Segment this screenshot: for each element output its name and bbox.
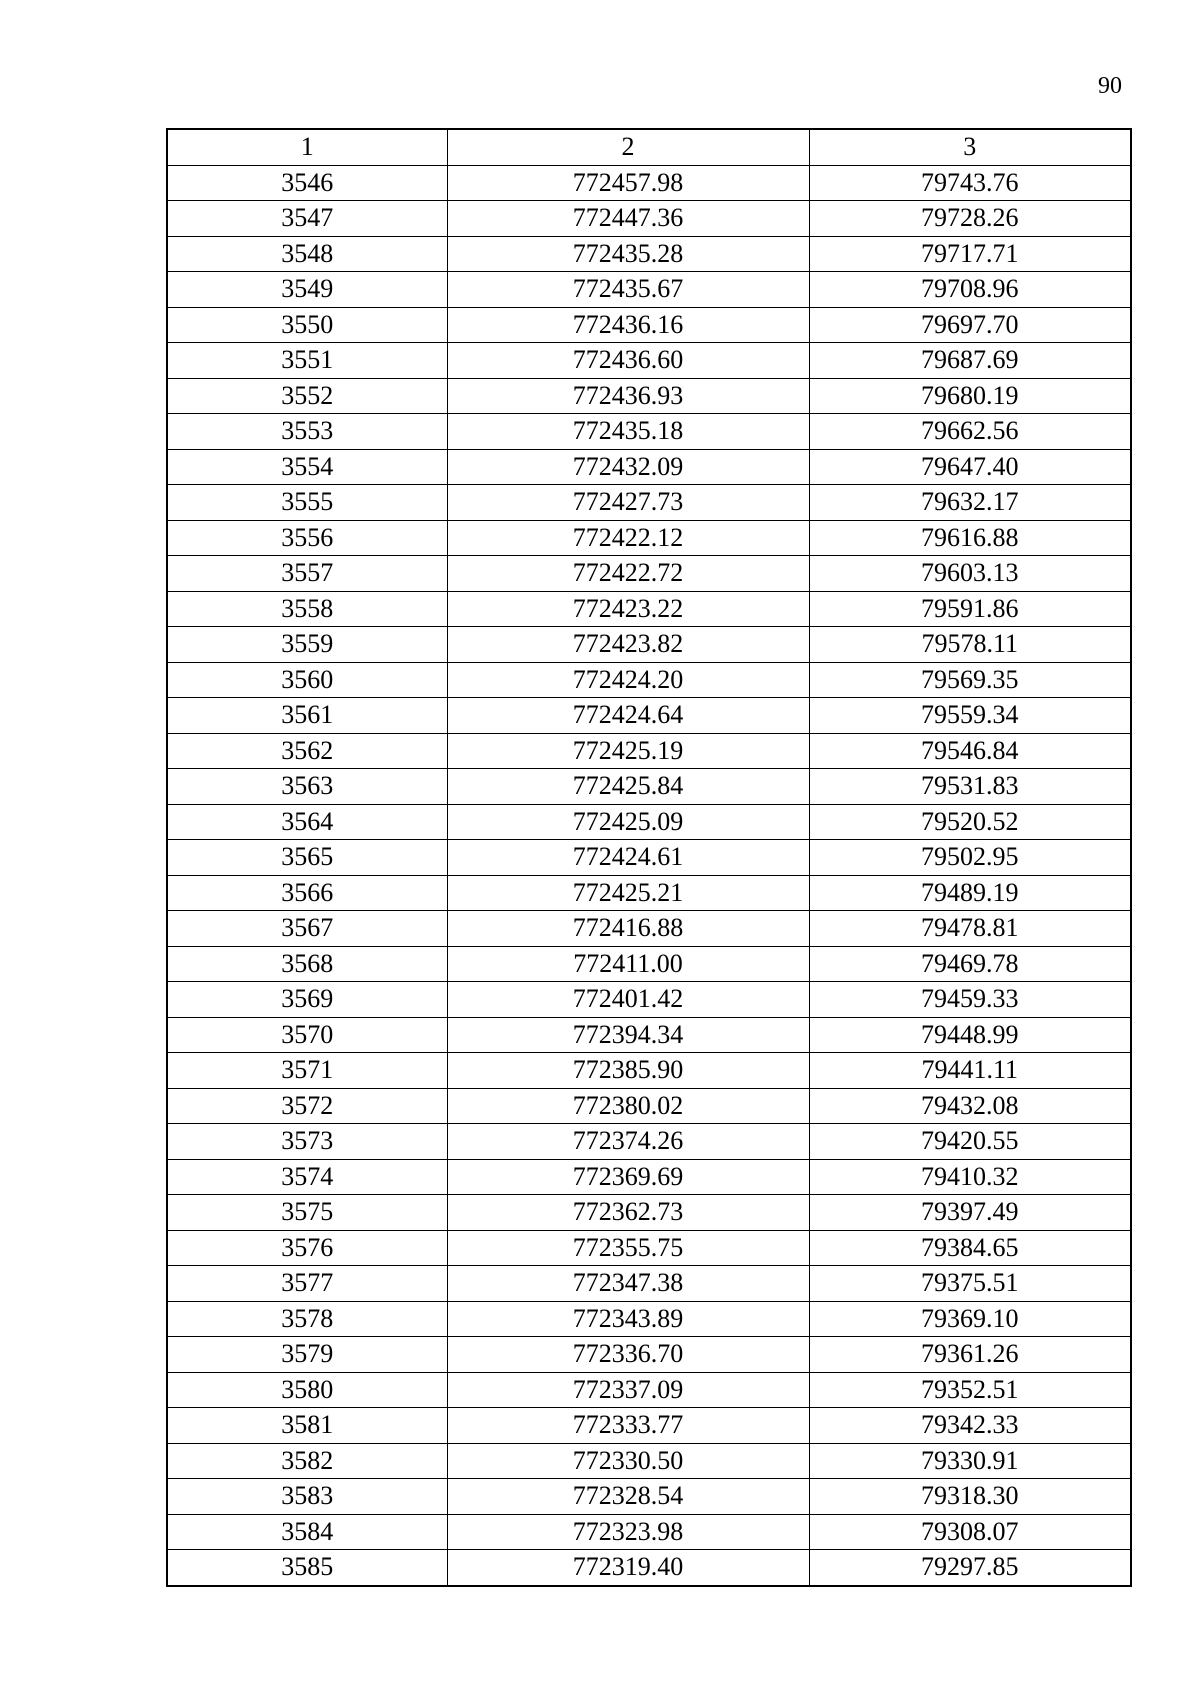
table-row xyxy=(167,485,1131,521)
table-cell-col-2: 772425.09 xyxy=(447,804,809,840)
table-row xyxy=(167,165,1131,201)
table-cell-col-2: 772425.84 xyxy=(447,769,809,805)
table-cell-col-1: 3548 xyxy=(167,236,447,272)
table-row xyxy=(167,272,1131,308)
table-row xyxy=(167,982,1131,1018)
table-cell-col-2: 772355.75 xyxy=(447,1230,809,1266)
table-cell-col-2: 772427.73 xyxy=(447,485,809,521)
table-cell-col-3: 79469.78 xyxy=(809,946,1131,982)
table-row xyxy=(167,946,1131,982)
table-cell-col-3: 79687.69 xyxy=(809,343,1131,379)
column-header-3: 3 xyxy=(809,129,1131,165)
table-cell-col-1: 3550 xyxy=(167,307,447,343)
table-row xyxy=(167,1017,1131,1053)
table-cell-col-2: 772447.36 xyxy=(447,201,809,237)
table-cell-col-1: 3564 xyxy=(167,804,447,840)
table-cell-col-1: 3554 xyxy=(167,449,447,485)
table-row xyxy=(167,698,1131,734)
column-header-1: 1 xyxy=(167,129,447,165)
table-row xyxy=(167,1443,1131,1479)
table-cell-col-1: 3574 xyxy=(167,1159,447,1195)
table-cell-col-3: 79578.11 xyxy=(809,627,1131,663)
table-cell-col-1: 3572 xyxy=(167,1088,447,1124)
table-cell-col-2: 772423.82 xyxy=(447,627,809,663)
table-cell-col-3: 79489.19 xyxy=(809,875,1131,911)
table-cell-col-2: 772436.93 xyxy=(447,378,809,414)
table-row xyxy=(167,875,1131,911)
table-cell-col-3: 79318.30 xyxy=(809,1479,1131,1515)
table-row xyxy=(167,1372,1131,1408)
table-cell-col-2: 772330.50 xyxy=(447,1443,809,1479)
table-cell-col-1: 3575 xyxy=(167,1195,447,1231)
table-cell-col-1: 3562 xyxy=(167,733,447,769)
table-cell-col-2: 772374.26 xyxy=(447,1124,809,1160)
table-row xyxy=(167,1266,1131,1302)
table-cell-col-2: 772394.34 xyxy=(447,1017,809,1053)
table-row xyxy=(167,1195,1131,1231)
table-row xyxy=(167,1159,1131,1195)
table-cell-col-2: 772416.88 xyxy=(447,911,809,947)
table-cell-col-1: 3547 xyxy=(167,201,447,237)
table-cell-col-1: 3580 xyxy=(167,1372,447,1408)
table-cell-col-1: 3560 xyxy=(167,662,447,698)
table-cell-col-1: 3584 xyxy=(167,1514,447,1550)
table-row xyxy=(167,414,1131,450)
table-cell-col-1: 3578 xyxy=(167,1301,447,1337)
table-cell-col-3: 79375.51 xyxy=(809,1266,1131,1302)
table-cell-col-3: 79632.17 xyxy=(809,485,1131,521)
table-row xyxy=(167,1053,1131,1089)
table-cell-col-1: 3573 xyxy=(167,1124,447,1160)
table-cell-col-2: 772328.54 xyxy=(447,1479,809,1515)
table-cell-col-1: 3559 xyxy=(167,627,447,663)
table-cell-col-2: 772347.38 xyxy=(447,1266,809,1302)
table-cell-col-3: 79384.65 xyxy=(809,1230,1131,1266)
table-cell-col-2: 772425.19 xyxy=(447,733,809,769)
table-cell-col-2: 772333.77 xyxy=(447,1408,809,1444)
table-cell-col-2: 772337.09 xyxy=(447,1372,809,1408)
table-cell-col-1: 3553 xyxy=(167,414,447,450)
coordinates-table xyxy=(166,128,1132,1587)
table-cell-col-3: 79520.52 xyxy=(809,804,1131,840)
table-cell-col-3: 79297.85 xyxy=(809,1550,1131,1586)
table-cell-col-3: 79397.49 xyxy=(809,1195,1131,1231)
table-cell-col-2: 772436.16 xyxy=(447,307,809,343)
table-row xyxy=(167,1124,1131,1160)
table-cell-col-3: 79308.07 xyxy=(809,1514,1131,1550)
table-cell-col-2: 772425.21 xyxy=(447,875,809,911)
column-header-2: 2 xyxy=(447,129,809,165)
table-cell-col-3: 79708.96 xyxy=(809,272,1131,308)
table-cell-col-2: 772435.67 xyxy=(447,272,809,308)
table-cell-col-3: 79410.32 xyxy=(809,1159,1131,1195)
table-cell-col-2: 772424.61 xyxy=(447,840,809,876)
table-row xyxy=(167,343,1131,379)
table-cell-col-2: 772422.12 xyxy=(447,520,809,556)
table-cell-col-3: 79448.99 xyxy=(809,1017,1131,1053)
table-cell-col-1: 3566 xyxy=(167,875,447,911)
table-cell-col-1: 3579 xyxy=(167,1337,447,1373)
table-cell-col-2: 772343.89 xyxy=(447,1301,809,1337)
table-cell-col-2: 772422.72 xyxy=(447,556,809,592)
table-cell-col-3: 79717.71 xyxy=(809,236,1131,272)
table-row xyxy=(167,449,1131,485)
table-cell-col-1: 3558 xyxy=(167,591,447,627)
table-cell-col-2: 772411.00 xyxy=(447,946,809,982)
table-row xyxy=(167,733,1131,769)
table-cell-col-2: 772319.40 xyxy=(447,1550,809,1586)
table-row xyxy=(167,804,1131,840)
table-row xyxy=(167,1408,1131,1444)
table-cell-col-1: 3581 xyxy=(167,1408,447,1444)
table-cell-col-2: 772424.64 xyxy=(447,698,809,734)
table-cell-col-1: 3555 xyxy=(167,485,447,521)
table-cell-col-1: 3582 xyxy=(167,1443,447,1479)
table-row xyxy=(167,662,1131,698)
table-row xyxy=(167,520,1131,556)
table-cell-col-3: 79531.83 xyxy=(809,769,1131,805)
table-cell-col-2: 772362.73 xyxy=(447,1195,809,1231)
table-cell-col-3: 79441.11 xyxy=(809,1053,1131,1089)
table-cell-col-2: 772457.98 xyxy=(447,165,809,201)
table-cell-col-2: 772436.60 xyxy=(447,343,809,379)
table-cell-col-1: 3563 xyxy=(167,769,447,805)
table-row xyxy=(167,1230,1131,1266)
table-row xyxy=(167,591,1131,627)
table-row xyxy=(167,840,1131,876)
table-cell-col-3: 79616.88 xyxy=(809,520,1131,556)
table-cell-col-1: 3567 xyxy=(167,911,447,947)
table-row xyxy=(167,769,1131,805)
table-row xyxy=(167,627,1131,663)
table-cell-col-2: 772380.02 xyxy=(447,1088,809,1124)
table-row xyxy=(167,911,1131,947)
page-number: 90 xyxy=(1098,73,1122,99)
table-cell-col-3: 79502.95 xyxy=(809,840,1131,876)
table-cell-col-2: 772432.09 xyxy=(447,449,809,485)
table-cell-col-1: 3551 xyxy=(167,343,447,379)
table-cell-col-3: 79432.08 xyxy=(809,1088,1131,1124)
table-cell-col-3: 79361.26 xyxy=(809,1337,1131,1373)
table-cell-col-3: 79569.35 xyxy=(809,662,1131,698)
table-cell-col-1: 3568 xyxy=(167,946,447,982)
table-cell-col-2: 772401.42 xyxy=(447,982,809,1018)
table-cell-col-3: 79420.55 xyxy=(809,1124,1131,1160)
table-cell-col-2: 772435.28 xyxy=(447,236,809,272)
table-row xyxy=(167,1479,1131,1515)
table-cell-col-3: 79559.34 xyxy=(809,698,1131,734)
table-cell-col-1: 3576 xyxy=(167,1230,447,1266)
table-body xyxy=(167,165,1131,1586)
table-row xyxy=(167,201,1131,237)
table-cell-col-1: 3570 xyxy=(167,1017,447,1053)
table-row xyxy=(167,307,1131,343)
table-cell-col-3: 79697.70 xyxy=(809,307,1131,343)
table-cell-col-3: 79743.76 xyxy=(809,165,1131,201)
table-row xyxy=(167,378,1131,414)
table-cell-col-3: 79352.51 xyxy=(809,1372,1131,1408)
table-row xyxy=(167,236,1131,272)
table-cell-col-1: 3546 xyxy=(167,165,447,201)
table-cell-col-3: 79603.13 xyxy=(809,556,1131,592)
table-cell-col-2: 772336.70 xyxy=(447,1337,809,1373)
table-row xyxy=(167,1301,1131,1337)
table-cell-col-1: 3557 xyxy=(167,556,447,592)
table-cell-col-2: 772435.18 xyxy=(447,414,809,450)
table-cell-col-3: 79728.26 xyxy=(809,201,1131,237)
table-cell-col-3: 79591.86 xyxy=(809,591,1131,627)
table-cell-col-1: 3585 xyxy=(167,1550,447,1586)
table-cell-col-3: 79680.19 xyxy=(809,378,1131,414)
table-cell-col-1: 3571 xyxy=(167,1053,447,1089)
table-cell-col-3: 79369.10 xyxy=(809,1301,1131,1337)
table-cell-col-2: 772424.20 xyxy=(447,662,809,698)
table-cell-col-2: 772323.98 xyxy=(447,1514,809,1550)
table-cell-col-1: 3552 xyxy=(167,378,447,414)
table-cell-col-1: 3577 xyxy=(167,1266,447,1302)
table-cell-col-1: 3556 xyxy=(167,520,447,556)
table-cell-col-1: 3569 xyxy=(167,982,447,1018)
table-cell-col-2: 772423.22 xyxy=(447,591,809,627)
table-cell-col-3: 79662.56 xyxy=(809,414,1131,450)
table-row xyxy=(167,556,1131,592)
table-cell-col-3: 79330.91 xyxy=(809,1443,1131,1479)
table-cell-col-3: 79459.33 xyxy=(809,982,1131,1018)
table-header-row xyxy=(167,129,1131,165)
table-cell-col-1: 3549 xyxy=(167,272,447,308)
table-cell-col-3: 79478.81 xyxy=(809,911,1131,947)
table-cell-col-3: 79647.40 xyxy=(809,449,1131,485)
table-cell-col-1: 3561 xyxy=(167,698,447,734)
table-row xyxy=(167,1088,1131,1124)
table-cell-col-2: 772385.90 xyxy=(447,1053,809,1089)
table-cell-col-3: 79546.84 xyxy=(809,733,1131,769)
table-row xyxy=(167,1337,1131,1373)
table-cell-col-2: 772369.69 xyxy=(447,1159,809,1195)
table-cell-col-3: 79342.33 xyxy=(809,1408,1131,1444)
table-row xyxy=(167,1550,1131,1586)
table-cell-col-1: 3565 xyxy=(167,840,447,876)
table-cell-col-1: 3583 xyxy=(167,1479,447,1515)
table-row xyxy=(167,1514,1131,1550)
